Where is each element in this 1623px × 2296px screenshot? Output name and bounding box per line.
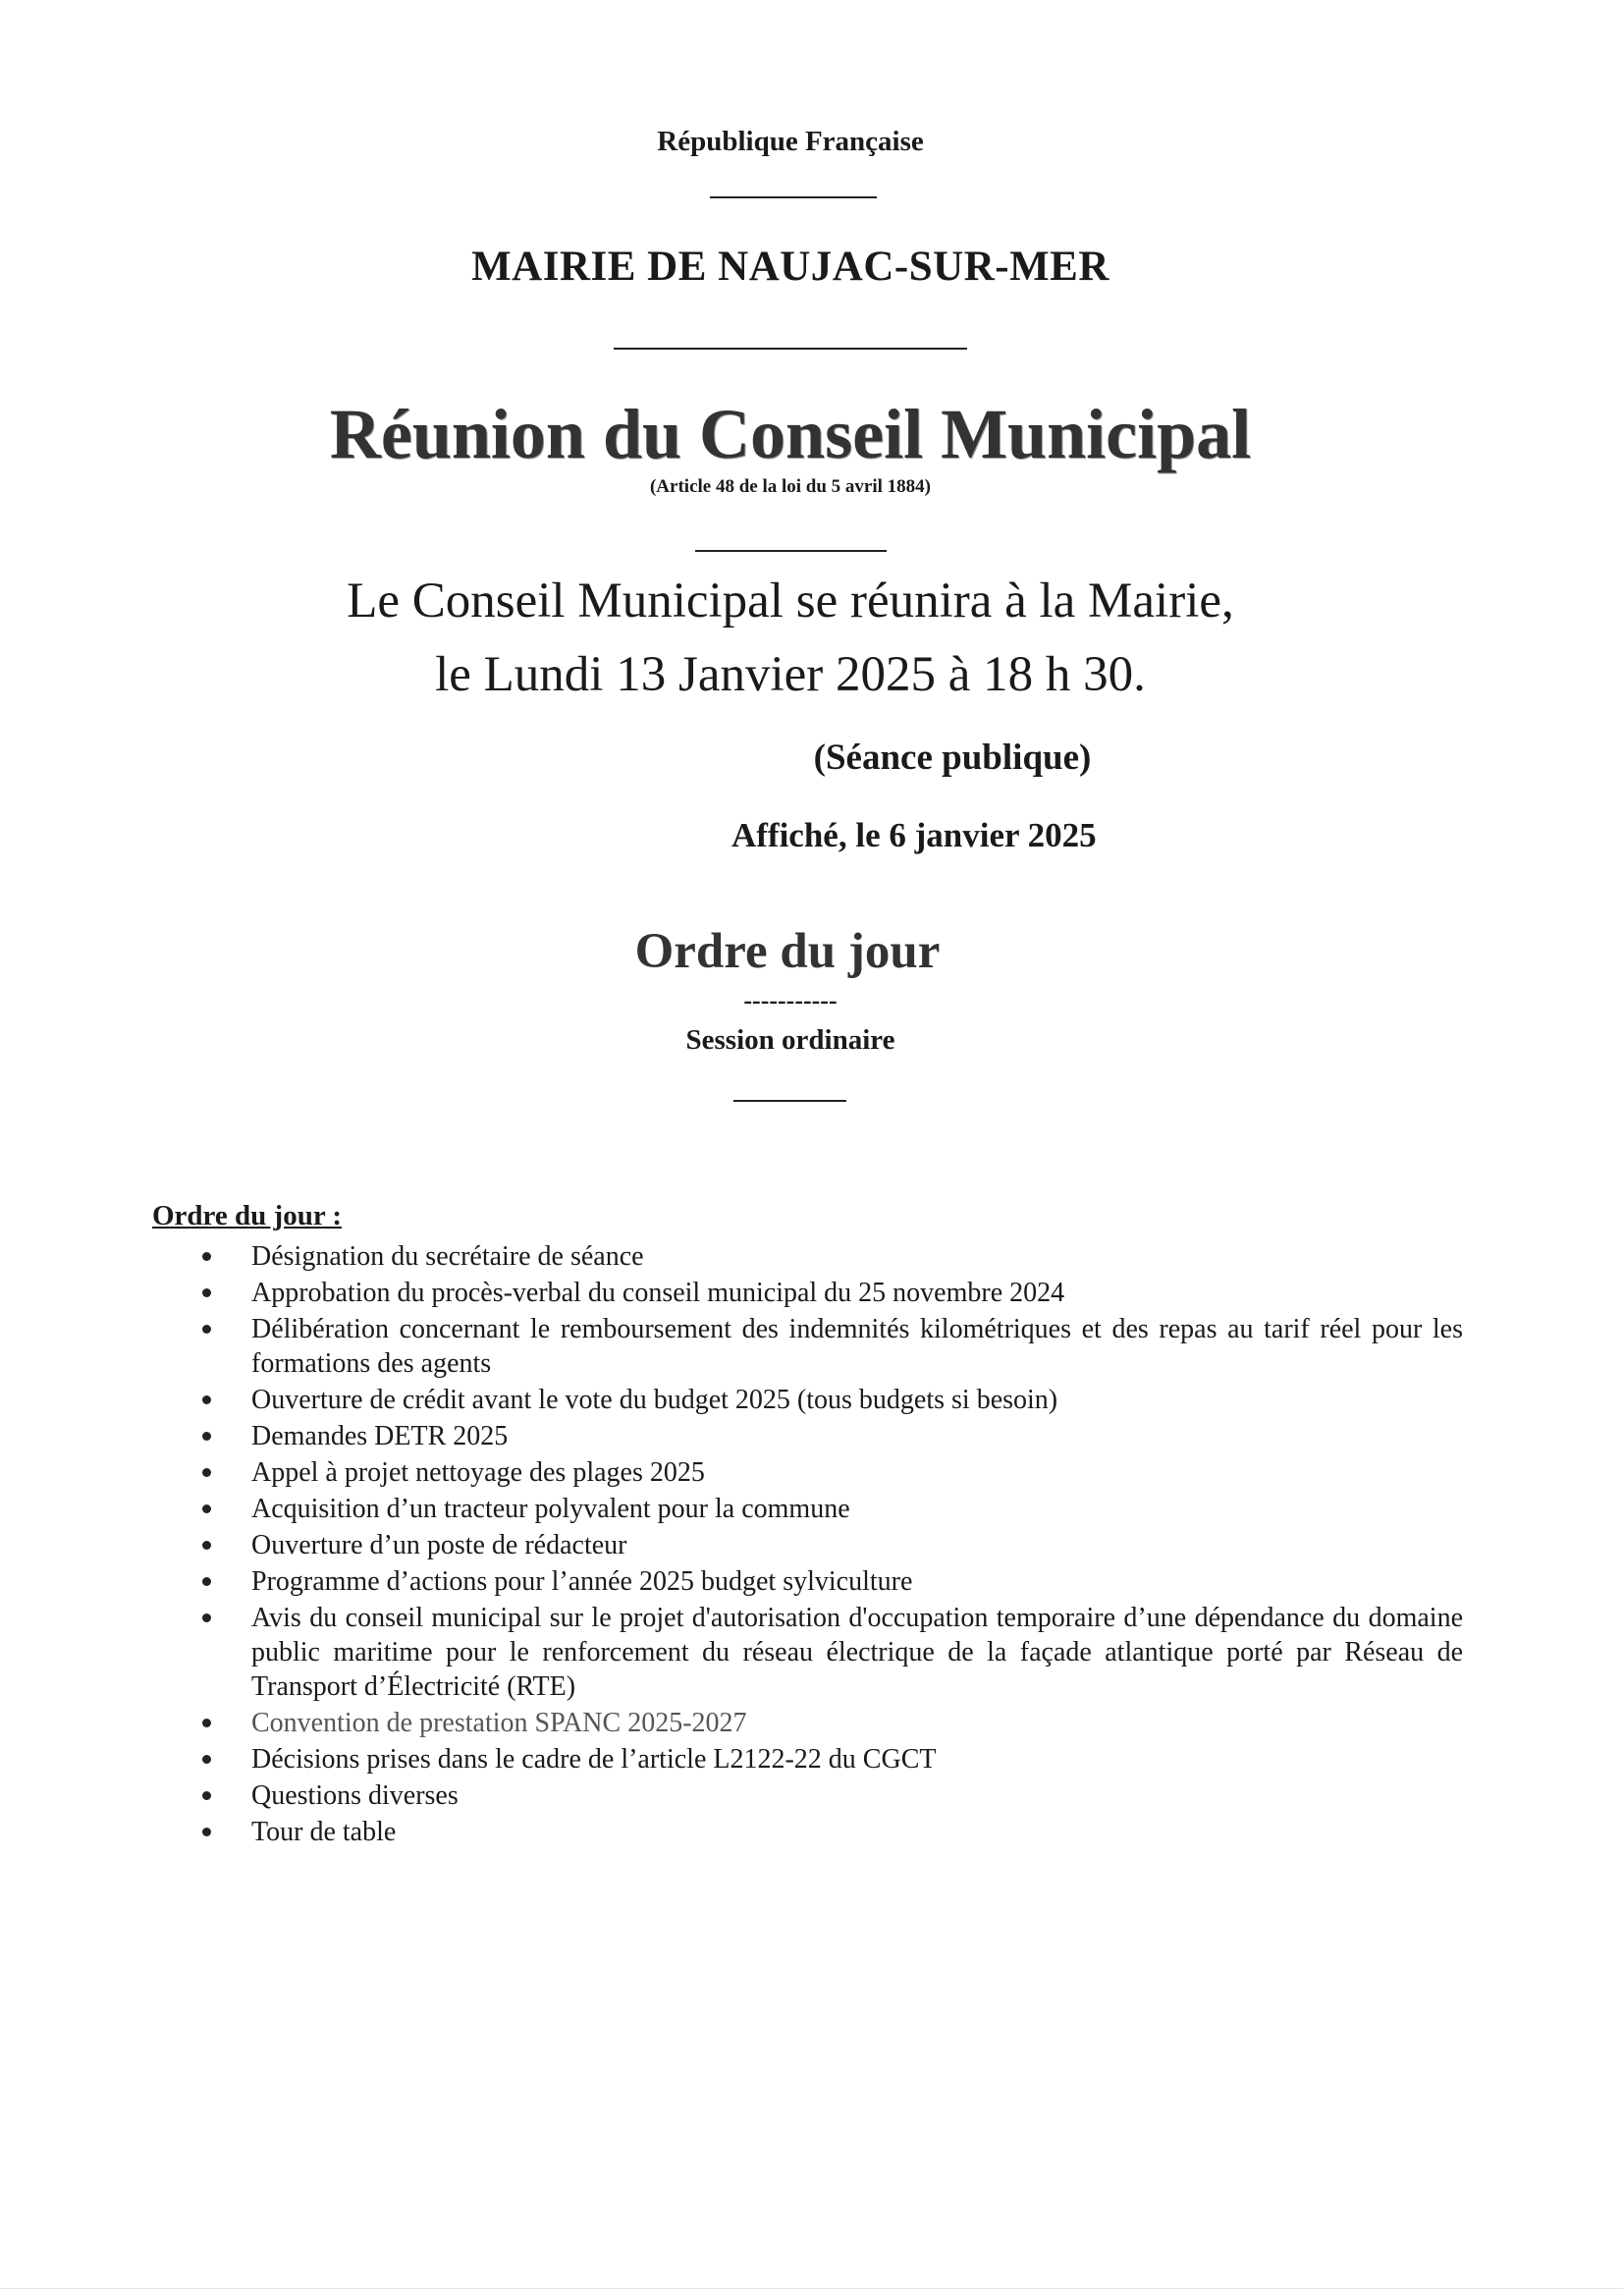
agenda-item (196, 1815, 1463, 1849)
ordre-du-jour-title (0, 923, 1581, 980)
agenda-item-text: Ouverture d’un poste de rédacteur (251, 1530, 627, 1560)
agenda-item-text: Questions diverses (251, 1780, 459, 1811)
divider-2 (614, 348, 967, 350)
agenda-item (196, 1239, 1463, 1274)
bullet-icon (202, 1541, 211, 1550)
bullet-icon (202, 1432, 211, 1441)
agenda-item (196, 1742, 1463, 1777)
bullet-icon (202, 1613, 211, 1622)
bullet-icon (202, 1828, 211, 1836)
article-reference: (Article 48 de la loi du 5 avril 1884) (649, 476, 932, 497)
republique-francaise: République Française (657, 126, 924, 157)
bullet-icon (202, 1395, 211, 1404)
mairie-name: MAIRIE DE NAUJAC-SUR-MER (471, 244, 1109, 290)
affiche-date: Affiché, le 6 janvier 2025 (731, 816, 1097, 854)
bullet-icon (202, 1755, 211, 1764)
agenda-item (196, 1492, 1463, 1526)
agenda-item (196, 1276, 1463, 1310)
seance-text: (Séance publique) (813, 738, 1092, 778)
bullet-icon (202, 1504, 211, 1513)
bullet-icon (202, 1577, 211, 1586)
agenda-item-text: Convention de prestation SPANC 2025-2027 (251, 1708, 747, 1738)
agenda-item-text: Approbation du procès-verbal du conseil municipal du 25 novembre 2024 (251, 1278, 1065, 1308)
agenda-item-text: Décisions prises dans le cadre de l’article L2122-22 du CGCT (251, 1744, 937, 1775)
agenda-item-text: Programme d’actions pour l’année 2025 budget sylviculture (251, 1566, 913, 1597)
seance-type (0, 737, 1581, 779)
agenda-item-text: Délibération concernant le remboursement des indemnités kilométriques et des repas au tarif réel pour les formations des agents (251, 1314, 1463, 1379)
divider-4 (733, 1100, 846, 1102)
page-edge (0, 2288, 1623, 2289)
meeting-date: le Lundi 13 Janvier 2025 à 18 h 30. (435, 647, 1146, 702)
bullet-icon (202, 1252, 211, 1261)
bullet-icon (202, 1791, 211, 1800)
agenda-list (196, 1239, 1463, 1851)
bullet-icon (202, 1288, 211, 1297)
bullet-icon (202, 1468, 211, 1477)
agenda-item-text: Acquisition d’un tracteur polyvalent pour la commune (251, 1494, 850, 1524)
agenda-item-text: Ouverture de crédit avant le vote du budget 2025 (tous budgets si besoin) (251, 1385, 1058, 1415)
agenda-item (196, 1564, 1463, 1599)
agenda-item (196, 1312, 1463, 1381)
agenda-item (196, 1455, 1463, 1490)
bullet-icon (202, 1325, 211, 1334)
agenda-item-text: Avis du conseil municipal sur le projet d'autorisation d'occupation temporaire d’une dépendance du domaine public maritime pour le renforcement du réseau électrique de la façade atlantique porté par Réseau de Transport d’Électricité (RTE) (251, 1603, 1463, 1702)
divider-3 (695, 550, 887, 552)
agenda-item-text: Tour de table (251, 1817, 397, 1847)
bullet-icon (202, 1719, 211, 1727)
dashes-separator: ----------- (743, 986, 838, 1014)
agenda-item (196, 1601, 1463, 1704)
agenda-item (196, 1706, 1463, 1740)
agenda-heading: Ordre du jour : (152, 1200, 343, 1231)
agenda-item-text: Demandes DETR 2025 (251, 1421, 509, 1451)
agenda-item (196, 1419, 1463, 1453)
agenda-item (196, 1528, 1463, 1562)
session-type: Session ordinaire (685, 1024, 895, 1056)
agenda-item-text: Appel à projet nettoyage des plages 2025 (251, 1457, 705, 1488)
page-title: Réunion du Conseil Municipal (329, 395, 1252, 473)
agenda-item (196, 1383, 1463, 1417)
ordre-title-text: Ordre du jour (634, 924, 941, 979)
meeting-location: Le Conseil Municipal se réunira à la Mairie, (347, 574, 1234, 629)
agenda-item (196, 1778, 1463, 1813)
agenda-item-text: Désignation du secrétaire de séance (251, 1241, 644, 1272)
divider-1 (710, 196, 877, 198)
